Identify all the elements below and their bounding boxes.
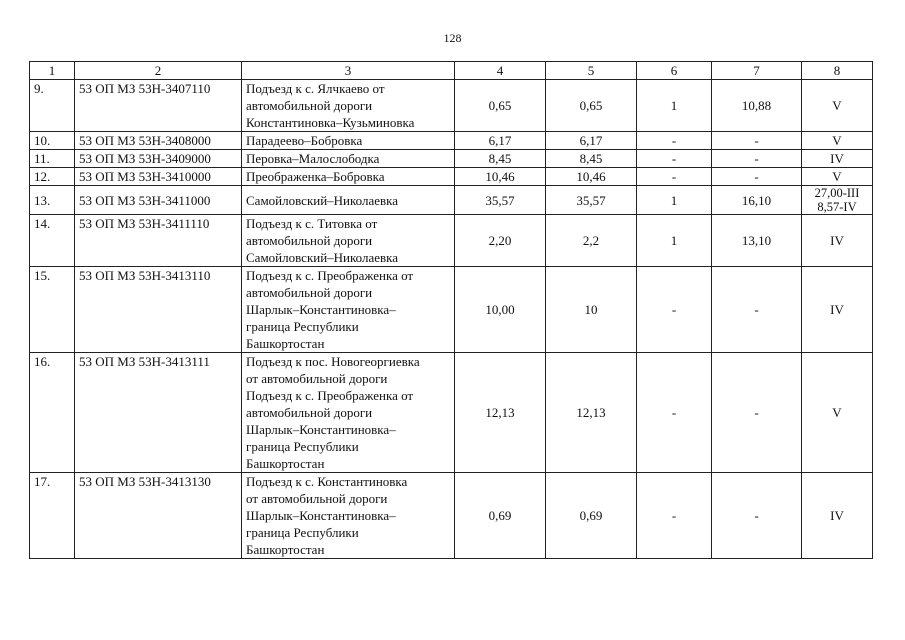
road-name-line: Преображенка–Бобровка — [246, 169, 385, 184]
value-cell: - — [637, 150, 712, 168]
length-cell: 12,13 — [455, 353, 546, 473]
length-cell: 8,45 — [455, 150, 546, 168]
value-cell: - — [712, 150, 802, 168]
road-name-cell — [242, 132, 455, 150]
road-name-line: Самойловский–Николаевка — [246, 250, 399, 265]
length-cell: 10 — [546, 267, 637, 353]
road-name-cell — [242, 150, 455, 168]
row-number-cell: 17. — [30, 473, 75, 559]
length-cell: 10,46 — [546, 168, 637, 186]
road-name-line: Константиновка–Кузьминовка — [246, 115, 415, 130]
length-cell: 2,20 — [455, 215, 546, 267]
value-cell: 13,10 — [712, 215, 802, 267]
road-name-line: граница Республики — [246, 319, 359, 334]
category-cell — [802, 80, 873, 132]
road-name-line: Башкортостан — [246, 456, 325, 471]
road-name-line: Подъезд к с. Титовка от — [246, 216, 378, 231]
value-cell: - — [712, 168, 802, 186]
road-name-line: Подъезд к с. Константиновка — [246, 474, 408, 489]
header-row — [30, 62, 873, 80]
road-name-line: Подъезд к с. Ялчкаево от — [246, 81, 385, 96]
header-cell: 8 — [802, 62, 873, 80]
table-row — [30, 215, 873, 267]
length-cell: 10,00 — [455, 267, 546, 353]
row-number-cell: 14. — [30, 215, 75, 267]
road-name-line: Шарлык–Константиновка– — [246, 422, 396, 437]
header-cell: 1 — [30, 62, 75, 80]
header-cell: 4 — [455, 62, 546, 80]
header-cell: 3 — [242, 62, 455, 80]
value-cell: 1 — [637, 215, 712, 267]
category-cell — [802, 168, 873, 186]
value-cell: - — [712, 267, 802, 353]
row-number-cell: 16. — [30, 353, 75, 473]
value-cell: - — [637, 473, 712, 559]
road-name-line: автомобильной дороги — [246, 405, 373, 420]
road-name-line: от автомобильной дороги — [246, 371, 388, 386]
table-row — [30, 267, 873, 353]
value-cell: - — [637, 267, 712, 353]
road-code-cell: 53 ОП МЗ 53Н-3413110 — [75, 267, 242, 353]
header-cell: 7 — [712, 62, 802, 80]
length-cell: 6,17 — [546, 132, 637, 150]
road-code-cell: 53 ОП МЗ 53Н-3409000 — [75, 150, 242, 168]
road-name-line: Подъезд к с. Преображенка от — [246, 268, 414, 283]
category-cell — [802, 215, 873, 267]
table-row — [30, 150, 873, 168]
category-cell — [802, 353, 873, 473]
road-name-line: автомобильной дороги — [246, 98, 373, 113]
header-cell: 6 — [637, 62, 712, 80]
road-name-line: Перовка–Малослободка — [246, 151, 380, 166]
length-cell: 8,45 — [546, 150, 637, 168]
road-name-line: Башкортостан — [246, 542, 325, 557]
road-name-line: от автомобильной дороги — [246, 491, 388, 506]
value-cell: - — [637, 168, 712, 186]
category-cell — [802, 186, 873, 215]
length-cell: 35,57 — [455, 186, 546, 215]
category-line: V — [832, 169, 842, 184]
category-cell — [802, 132, 873, 150]
road-name-cell — [242, 353, 455, 473]
category-line: IV — [830, 302, 844, 317]
length-cell: 12,13 — [546, 353, 637, 473]
road-name-line: автомобильной дороги — [246, 285, 373, 300]
table-row — [30, 186, 873, 215]
length-cell: 35,57 — [546, 186, 637, 215]
road-name-cell — [242, 215, 455, 267]
table-row — [30, 168, 873, 186]
road-code-cell: 53 ОП МЗ 53Н-3413130 — [75, 473, 242, 559]
value-cell: - — [637, 132, 712, 150]
road-name-line: Подъезд к с. Преображенка от — [246, 388, 414, 403]
category-line: V — [832, 98, 842, 113]
road-name-line: Парадеево–Бобровка — [246, 133, 363, 148]
roads-table — [29, 61, 873, 559]
length-cell: 0,65 — [546, 80, 637, 132]
table-row — [30, 132, 873, 150]
road-code-cell: 53 ОП МЗ 53Н-3410000 — [75, 168, 242, 186]
row-number-cell: 13. — [30, 186, 75, 215]
road-name-cell — [242, 473, 455, 559]
value-cell: 1 — [637, 80, 712, 132]
value-cell: 16,10 — [712, 186, 802, 215]
category-cell — [802, 267, 873, 353]
value-cell: - — [712, 132, 802, 150]
road-name-line: граница Республики — [246, 439, 359, 454]
length-cell: 0,69 — [455, 473, 546, 559]
length-cell: 0,69 — [546, 473, 637, 559]
row-number-cell: 15. — [30, 267, 75, 353]
category-line: IV — [830, 233, 844, 248]
length-cell: 6,17 — [455, 132, 546, 150]
road-name-line: Башкортостан — [246, 336, 325, 351]
category-line: V — [832, 405, 842, 420]
road-name-line: Шарлык–Константиновка– — [246, 302, 396, 317]
length-cell: 2,2 — [546, 215, 637, 267]
road-name-cell — [242, 80, 455, 132]
road-name-cell — [242, 168, 455, 186]
category-line: 27,00-III — [814, 186, 860, 200]
header-cell: 2 — [75, 62, 242, 80]
road-code-cell: 53 ОП МЗ 53Н-3408000 — [75, 132, 242, 150]
row-number-cell: 11. — [30, 150, 75, 168]
table-row — [30, 353, 873, 473]
value-cell: 10,88 — [712, 80, 802, 132]
road-code-cell: 53 ОП МЗ 53Н-3413111 — [75, 353, 242, 473]
category-line: 8,57-IV — [817, 200, 857, 214]
road-name-line: граница Республики — [246, 525, 359, 540]
value-cell: 1 — [637, 186, 712, 215]
road-name-line: Самойловский–Николаевка — [246, 192, 399, 208]
category-line: IV — [830, 151, 844, 166]
value-cell: - — [712, 473, 802, 559]
table-row — [30, 473, 873, 559]
road-code-cell: 53 ОП МЗ 53Н-3411000 — [75, 186, 242, 215]
category-cell — [802, 473, 873, 559]
row-number-cell: 10. — [30, 132, 75, 150]
road-name-cell — [242, 186, 455, 215]
length-cell: 0,65 — [455, 80, 546, 132]
category-cell — [802, 150, 873, 168]
road-name-line: автомобильной дороги — [246, 233, 373, 248]
row-number-cell: 12. — [30, 168, 75, 186]
category-line: V — [832, 133, 842, 148]
table-row — [30, 80, 873, 132]
value-cell: - — [712, 353, 802, 473]
category-line: IV — [830, 508, 844, 523]
road-code-cell: 53 ОП МЗ 53Н-3411110 — [75, 215, 242, 267]
road-name-cell — [242, 267, 455, 353]
road-code-cell: 53 ОП МЗ 53Н-3407110 — [75, 80, 242, 132]
row-number-cell: 9. — [30, 80, 75, 132]
road-name-line: Подъезд к пос. Новогеоргиевка — [246, 354, 420, 369]
value-cell: - — [637, 353, 712, 473]
length-cell: 10,46 — [455, 168, 546, 186]
page-number: 128 — [443, 31, 462, 45]
road-name-line: Шарлык–Константиновка– — [246, 508, 396, 523]
header-cell: 5 — [546, 62, 637, 80]
